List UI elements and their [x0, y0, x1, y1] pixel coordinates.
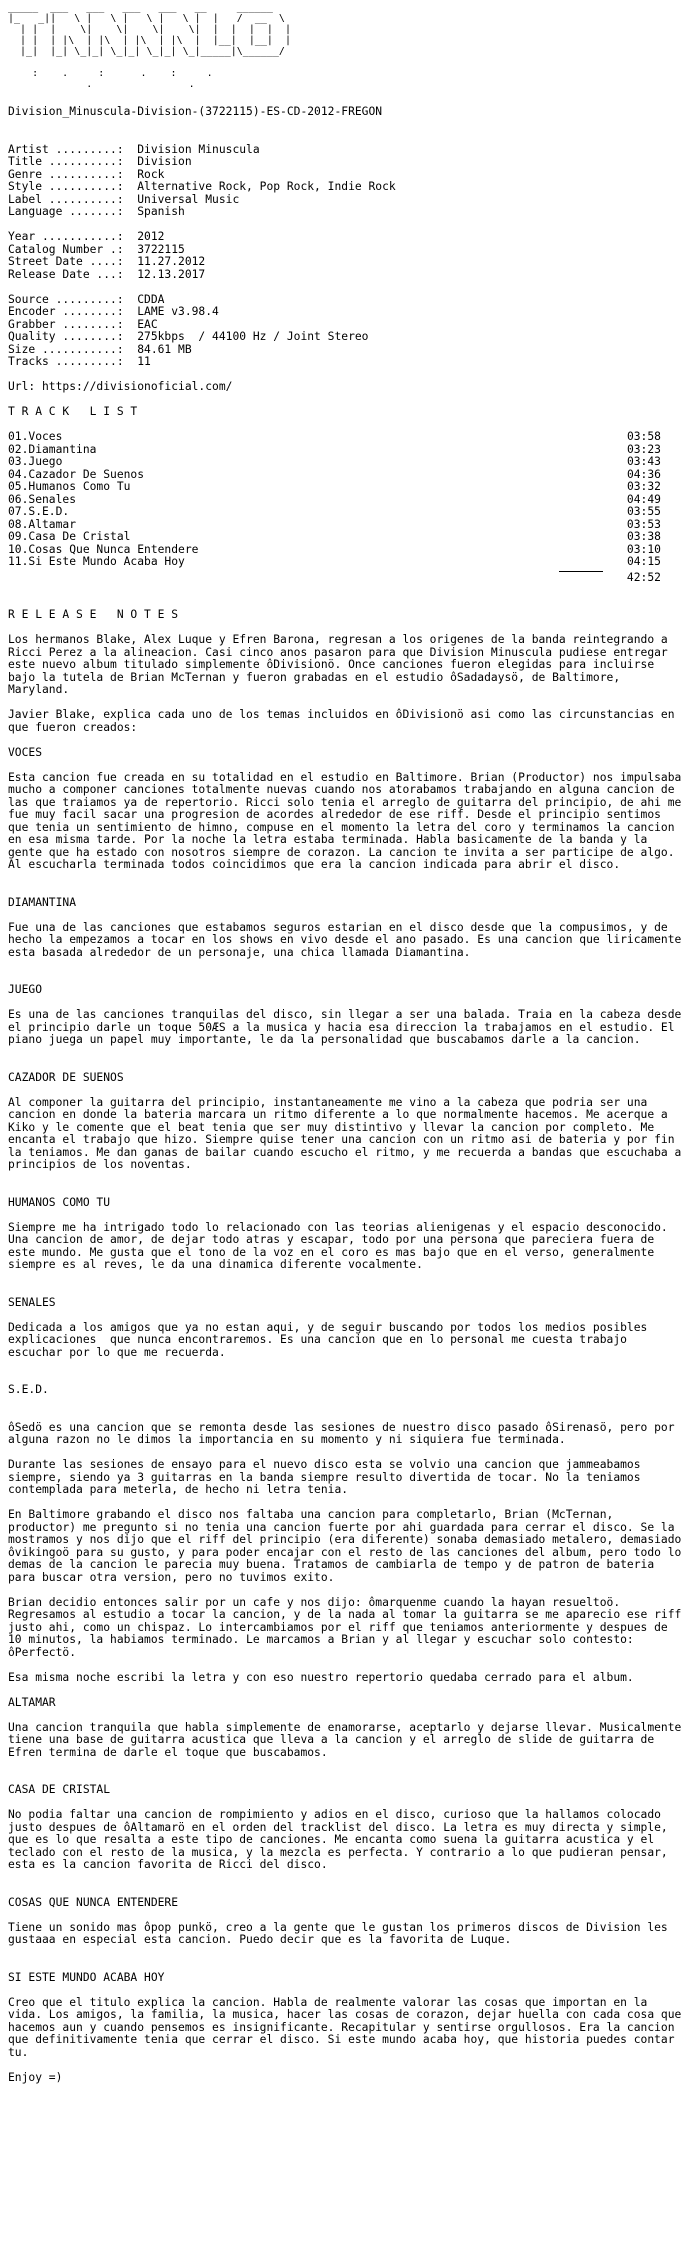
- spacer: [8, 884, 688, 897]
- spacer: [8, 759, 688, 772]
- section-heading: S.E.D.: [8, 1383, 49, 1396]
- spacer: [8, 1772, 688, 1785]
- track-title: 04.Cazador De Suenos: [8, 467, 145, 481]
- spacer: [8, 1209, 688, 1222]
- track-title: 06.Senales: [8, 492, 77, 506]
- spacer: [8, 1084, 688, 1097]
- track-duration: 03:10: [626, 542, 661, 556]
- track-title: 08.Altamar: [8, 517, 77, 531]
- spacer: [8, 1909, 688, 1922]
- note-paragraph: Esta cancion fue creada en su totalidad en el estudio en Baltimore. Brian (Productor) nos impulsaba mucho a componer canciones totalmente nuevas cuando nos atorabamos trabajando en alguna cancion de las que traiamos ya de repertorio. Ricci solo tenia el arreglo de guitarra del principio, de ahi me fue muy facil sacar una progresion de acordes alrededor de ese riff. Desde el principio sentimos que tenia un sentimiento de himno, compuse en el momento la letra del coro y terminamos la cancion en esa misma tarde. Por la noche la letra estaba terminada. Habla basicamente de la banda y la gente que ha estado con nosotros siempre de corazon. La cancion te invita a ser participe de algo. Al escucharla terminada todos coincidimos que era la cancion indicada para abrir el disco.: [8, 770, 682, 871]
- track-duration: 03:23: [626, 442, 661, 456]
- release-dates: Year ...........: 2012 Catalog Number .: 3722115 Street Date ....: 11.27.2012 Release Date ...: 12.13.2017: [8, 230, 206, 281]
- spacer: [8, 1884, 688, 1897]
- ascii-art-logo: _____ ___ ___ ___ ___ __ ______ |_ _|| \ | \ | \ | \ | | / __ \ | | | \| \| \| \| | | | | | | | | |\ | |\ | |\ | |\ | |__| |__| | |_| |_| \_|_| \_|_| \_|_| \_|_____|\______/ : . : . : . . .: [8, 2, 291, 90]
- note-paragraph: Al componer la guitarra del principio, instantaneamente me vino a la cabeza que podria ser una cancion en donde la bateria marcara un ritmo diferente a lo que normalmente hacemos. Me acerque a Kiko y le comente que el beat tenia que ser muy distintivo y llevar la cancion por completo. Me encanta el trabajo que hizo. Siempre quise tener una cancion con un ritmo asi de bateria y por fin la teniamos. Me dan ganas de bailar cuando escucho el ritmo, y me recuerda a bandas que escuchaba a principios de los noventas.: [8, 1095, 682, 1171]
- spacer: [8, 281, 688, 294]
- note-paragraph: Esa misma noche escribi la letra y con eso nuestro repertorio quedaba cerrado para el album.: [8, 1670, 634, 1684]
- note-paragraph: Siempre me ha intrigado todo lo relacionado con las teorias alienigenas y el espacio desconocido. Una cancion de amor, de dejar todo atras y escapar, todo por una persona que pareciera fuera de este mundo. Me gusta que el tono de la voz en el coro es mas bajo que en el verso, generalmente siempre es al reves, le da una dinamica diferente vocalmente.: [8, 1220, 668, 1271]
- spacer: [8, 131, 688, 144]
- release-info: Artist .........: Division Minuscula Title ..........: Division Genre ..........: Rock Style ..........: Alternative Rock, Pop Rock, Indie Rock Label ..........: Universal Music Language .......: Spanish: [8, 142, 396, 218]
- track-duration: 03:32: [626, 480, 661, 493]
- technical-info: Source .........: CDDA Encoder ........: LAME v3.98.4 Grabber ........: EAC Quality ........: 275kbps / 44100 Hz / Joint Stereo Size ...........: 84.61 MB Tracks .........: 11: [8, 292, 369, 368]
- section-heading: VOCES: [8, 745, 43, 759]
- tracklist-heading: T R A C K L I S T: [8, 405, 138, 418]
- total-duration: 42:52: [626, 570, 661, 584]
- release-notes-heading: R E L E A S E N O T E S: [8, 608, 179, 621]
- spacer: [8, 2059, 688, 2072]
- note-paragraph: No podia faltar una cancion de rompimiento y adios en el disco, curioso que la hallamos colocado justo despues de ôAltamarö en el orden del tracklist del disco. La letra es muy directa y simple, que es lo que resalta a este tipo de canciones. Me encanta como suena la guitarra acustica y el teclado con el resto de la musica, y la mezcla es perfecta. Y contrario a lo que pudieran pensar, esta es la cancion favorita de Ricci del disco.: [8, 1808, 668, 1871]
- track-duration: 03:53: [626, 517, 661, 531]
- release-notes: [8, 633, 695, 2097]
- spacer: [8, 1959, 688, 1972]
- track-duration: 04:49: [626, 492, 661, 506]
- spacer: [8, 1659, 688, 1672]
- spacer: [8, 734, 688, 747]
- spacer: [8, 1284, 688, 1297]
- spacer: [8, 1409, 688, 1422]
- spacer: [8, 1584, 688, 1597]
- track-row: [8, 506, 688, 519]
- track-row: [8, 556, 688, 569]
- track-row: [8, 431, 688, 444]
- track-title: 07.S.E.D.: [8, 505, 70, 518]
- section-heading: CAZADOR DE SUENOS: [8, 1070, 124, 1084]
- note-paragraph: Tiene un sonido mas ôpop punkö, creo a la gente que le gustan los primeros discos de Division les gustaaa en especial esta cancion. Puedo decir que es la favorita de Luque.: [8, 1920, 668, 1946]
- note-paragraph: Creo que el titulo explica la cancion. Habla de realmente valorar las cosas que importan en la vida. Los amigos, la familia, la musica, hacer las cosas de corazon, dejar huella con cada cosa que hacemos aun y cuando pensemos es insignificante. Recapitular y sentirse orgullosos. Era la cancion que definitivamente tenia que cerrar el disco. Si este mundo acaba hoy, que historia puedes contar tu.: [8, 1995, 689, 2059]
- track-duration: 03:38: [626, 530, 661, 543]
- track-duration: 04:15: [626, 555, 661, 568]
- note-paragraph: Es una de las canciones tranquilas del disco, sin llegar a ser una balada. Traia en la cabeza desde el principio darle un toque 50ÆS a la musica y hacia esa direccion la trabajamos en el estudio. El piano juega un papel muy importante, le da la personalidad que buscabamos darle a la cancion.: [8, 1008, 682, 1046]
- note-paragraph: ôSedö es una cancion que se remonta desde las sesiones de nuestro disco pasado ôSirenasö, pero por alguna razon no le dimos la importancia en su momento y ni siquiera fue terminada.: [8, 1420, 682, 1446]
- spacer: [8, 1059, 688, 1072]
- section-heading: CASA DE CRISTAL: [8, 1783, 111, 1796]
- spacer: [8, 1372, 688, 1385]
- spacer: [8, 1984, 688, 1997]
- track-duration: 03:43: [626, 455, 661, 468]
- track-duration: 04:36: [626, 467, 661, 481]
- spacer: [8, 1309, 688, 1322]
- note-paragraph: Fue una de las canciones que estabamos seguros estarian en el disco desde que la compusimos, y de hecho la empezamos a tocar en los shows en vivo desde el ano pasado. Es una cancion que liricamente esta basada alrededor de un personaje, una chica llamada Diamantina.: [8, 920, 682, 959]
- total-time: [8, 572, 688, 585]
- section-heading: JUEGO: [8, 983, 43, 996]
- note-paragraph: Javier Blake, explica cada uno de los temas incluidos en ôDivisionö asi como las circunstancias en que fueron creados:: [8, 708, 682, 734]
- spacer: [8, 119, 688, 132]
- track-title: 03.Juego: [8, 455, 63, 468]
- spacer: [8, 1709, 688, 1722]
- note-paragraph: Los hermanos Blake, Alex Luque y Efren Barona, regresan a los origenes de la banda reintegrando a Ricci Perez a la alineacion. Casi cinco anos pasaron para que Division Minuscula pudiese entregar este nuevo album titulado simplemente ôDivisionö. Once canciones fueron elegidas para incluirse bajo la tutela de Brian McTernan y fueron grabadas en el estudio ôSadadaysö, de Baltimore, Maryland.: [8, 633, 675, 696]
- section-heading: SI ESTE MUNDO ACABA HOY: [8, 1970, 165, 1984]
- track-title: 10.Cosas Que Nunca Entendere: [8, 542, 199, 556]
- section-heading: DIAMANTINA: [8, 895, 77, 909]
- spacer: [8, 909, 688, 922]
- track-title: 05.Humanos Como Tu: [8, 480, 131, 493]
- note-paragraph: Dedicada a los amigos que ya no estan aqui, y de seguir buscando por todos los medios posibles explicaciones que nunca encontraremos. Es una cancion que en lo personal me cuesta trabajo escuchar por lo que me recuerda.: [8, 1320, 648, 1359]
- track-title: 11.Si Este Mundo Acaba Hoy: [8, 555, 185, 568]
- track-duration: 03:58: [626, 430, 661, 443]
- section-heading: SENALES: [8, 1295, 56, 1309]
- url-line: Url: https://divisionoficial.com/: [8, 380, 233, 393]
- spacer: [8, 1684, 688, 1697]
- spacer: [8, 972, 688, 985]
- note-paragraph: Durante las sesiones de ensayo para el nuevo disco esta se volvio una cancion que jammeabamos siempre, siendo ya 3 guitarras en la banda siempre resulto divertida de tocar. No la teniamos contemplada para meterla, de hecho ni letra tenia.: [8, 1458, 648, 1496]
- spacer: [8, 584, 688, 597]
- note-paragraph: Una cancion tranquila que habla simplemente de enamorarse, aceptarlo y dejarse llevar. Musicalmente tiene una base de guitarra acustica que lleva a la cancion y el arreglo de slide de guitarra de Efren termina de darle el toque que buscabamos.: [8, 1720, 682, 1759]
- spacer: [8, 1184, 688, 1197]
- track-title: 02.Diamantina: [8, 442, 97, 456]
- track-row: [8, 481, 688, 494]
- track-duration: 03:55: [626, 505, 661, 518]
- note-paragraph: En Baltimore grabando el disco nos faltaba una cancion para completarlo, Brian (McTernan, productor) me pregunto si no tenia una cancion fuerte por ahi guardada para cerrar el disco. Se la mostramos y nos dijo que el riff del principio (era diferente) sonaba demasiado metalero, demasiado ôvikingoö para su gusto, y para poder encajar con el resto de las canciones del album, pero todo lo demas de la cancion le parecia muy buena. Tratamos de cambiarla de tempo y de patron de bateria para buscar otra version, pero no tuvimos exito.: [8, 1508, 689, 1584]
- note-paragraph: Brian decidio entonces salir por un cafe y nos dijo: ômarquenme cuando la hayan resueltoö. Regresamos al estudio a tocar la cancion, y de la nada al tomar la guitarra se me aparecio ese riff justo ahi, como un chispaz. Lo intercambiamos por el riff que teniamos anteriormente y despues de 10 minutos, la habiamos terminado. Le marcamos a Brian y al llegar y escuchar solo contesto: ôPerfectö.: [8, 1595, 695, 1659]
- tracklist: [8, 431, 688, 569]
- track-title: 09.Casa De Cristal: [8, 530, 131, 543]
- section-heading: ALTAMAR: [8, 1695, 56, 1709]
- section-heading: COSAS QUE NUNCA ENTENDERE: [8, 1895, 179, 1909]
- track-title: 01.Voces: [8, 430, 63, 443]
- spacer: [8, 2084, 688, 2097]
- section-heading: HUMANOS COMO TU: [8, 1195, 111, 1209]
- note-paragraph: Enjoy =): [8, 2070, 63, 2084]
- release-name: Division_Minuscula-Division-(3722115)-ES-CD-2012-FREGON: [8, 105, 383, 118]
